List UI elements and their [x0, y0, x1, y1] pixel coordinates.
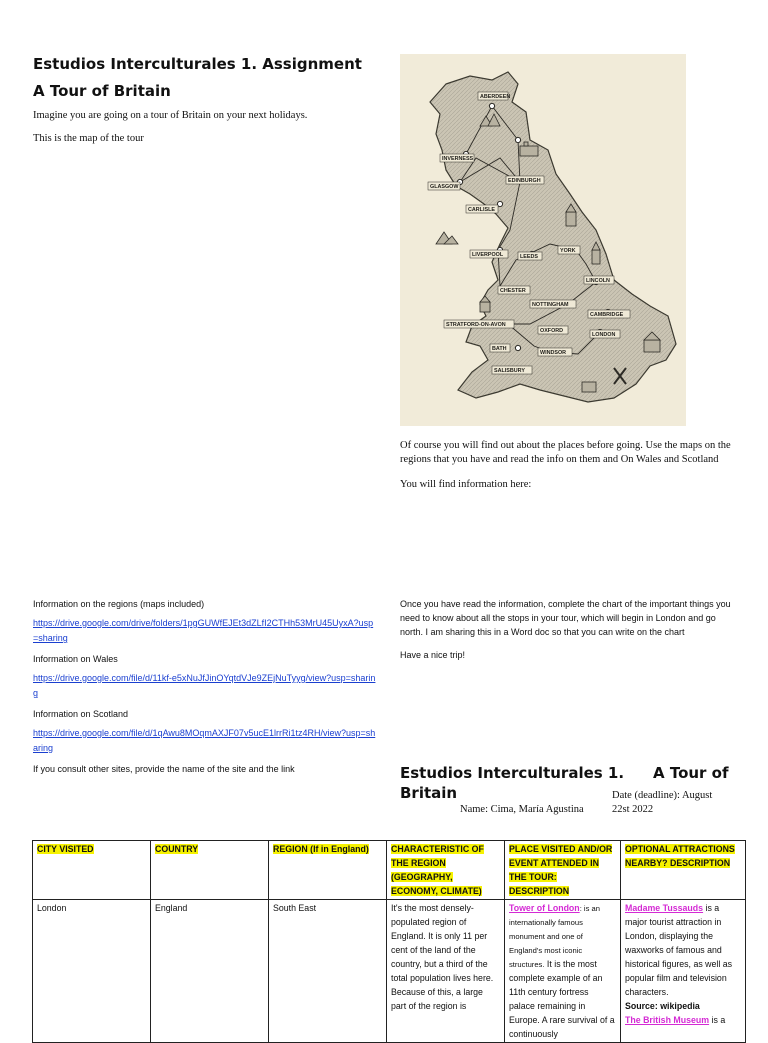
table-header-row — [33, 841, 746, 900]
cell-optional-attractions[interactable] — [621, 900, 746, 1043]
map-label-edinburgh: EDINBURGH — [508, 178, 541, 184]
british-museum-link[interactable]: The British Museum — [625, 1015, 710, 1025]
table-row — [33, 900, 746, 1043]
map-label-windsor: WINDSOR — [540, 350, 567, 356]
chart-instructions-paragraph: Once you have read the information, complete the chart of the important things you need to know about all the stops in your tour, which will begin in London and go north. I am sharing this in a Word doc so that you can write on the chart — [400, 599, 731, 637]
header-characteristic: CHARACTERISTIC OF THE REGION (GEOGRAPHY, ECONOMY, CLIMATE) — [387, 841, 505, 900]
worksheet-title: Estudios Interculturales 1. — [400, 764, 625, 782]
assignment-title: Estudios Interculturales 1. Assignment — [33, 55, 362, 73]
chart-instructions — [400, 597, 738, 662]
student-name: Name: Cima, María Agustina — [460, 804, 584, 815]
map-label-bath: BATH — [492, 346, 507, 352]
worksheet-header — [400, 764, 740, 815]
place-small-text: : is an internationally famous monument and one of England's most iconic structures. — [509, 904, 600, 969]
map-label-london: LONDON — [592, 332, 616, 338]
cell-characteristic[interactable] — [387, 900, 505, 1043]
scotland-info-link[interactable]: https://drive.google.com/file/d/1qAwu8MOqmAXJF07v5ucE1lrrRi1tz4RH/view?usp=sharing — [33, 728, 376, 753]
place-text: It is the most complete example of an 11th century fortress palace remaining in Europe. A rare survival of a continuously — [509, 959, 615, 1039]
assignment-subtitle: A Tour of Britain — [33, 82, 171, 100]
britain-map-illustration — [400, 54, 686, 426]
map-label-lincoln: LINCOLN — [586, 278, 610, 284]
worksheet-title-tour: A Tour of — [653, 764, 729, 782]
map-label-inverness: INVERNESS — [442, 156, 474, 162]
source-note: Source: wikipedia — [625, 1001, 700, 1011]
optional-text-2: is a — [709, 1015, 726, 1025]
map-label-oxford: OXFORD — [540, 328, 564, 334]
header-optional-attractions: OPTIONAL ATTRACTIONS NEARBY? DESCRIPTION — [621, 841, 746, 900]
characteristic-text: It's the most densely-populated region of England. It is only 11 per cent of the land of the country, but a third of the total population lives here. — [391, 903, 494, 983]
scotland-info-label: Information on Scotland — [33, 709, 129, 719]
header-country: COUNTRY — [151, 841, 269, 900]
map-label-glasgow: GLASGOW — [430, 184, 459, 190]
cell-city[interactable]: London — [33, 900, 151, 1043]
header-region: REGION (If in England) — [269, 841, 387, 900]
regions-info-link[interactable]: https://drive.google.com/drive/folders/1pgGUWfEJEt3dZLfI2CTHh53MrU45UyxA?usp=sharing — [33, 618, 374, 643]
madame-tussauds-link[interactable]: Madame Tussauds — [625, 903, 704, 913]
map-label-aberdeen: ABERDEEN — [480, 94, 511, 100]
wales-info-link[interactable]: https://drive.google.com/file/d/11kf-e5xNuJfJinOYqtdVJe9ZEjNuTyyg/view?usp=sharing — [33, 673, 376, 698]
map-label-carlisle: CARLISLE — [468, 207, 495, 213]
characteristic-text-2: Because of this, a large part of the region is — [391, 987, 483, 1011]
header-place-visited: PLACE VISITED AND/OR EVENT ATTENDED IN THE TOUR: DESCRIPTION — [505, 841, 621, 900]
map-label-liverpool: LIVERPOOL — [472, 252, 504, 258]
map-label-chester: CHESTER — [500, 288, 526, 294]
cell-place-visited[interactable] — [505, 900, 621, 1043]
map-label-nottingham: NOTTINGHAM — [532, 302, 569, 308]
instructions-paragraph: Of course you will find out about the places before going. Use the maps on the regions that you have and read the info on them and On Wales and Scotland — [400, 440, 731, 465]
regions-info-label: Information on the regions (maps included) — [33, 599, 205, 609]
right-intro — [400, 439, 736, 492]
header-city: CITY VISITED — [33, 841, 151, 900]
britain-tour-map — [400, 54, 686, 426]
cell-country[interactable]: England — [151, 900, 269, 1043]
optional-text-1: is a major tourist attraction in London, displaying the waxworks of famous and historical figures, as well as popular film and television characters. — [625, 903, 733, 997]
cell-region[interactable]: South East — [269, 900, 387, 1043]
left-intro — [33, 55, 383, 146]
worksheet-title-britain: Britain — [400, 784, 458, 802]
tower-of-london-link[interactable]: Tower of London — [509, 903, 580, 913]
intro-paragraph-2: This is the map of the tour — [33, 133, 144, 144]
map-label-cambridge: CAMBRIDGE — [590, 312, 624, 318]
map-label-stratford: STRATFORD-ON-AVON — [446, 322, 506, 328]
nice-trip-note: Have a nice trip! — [400, 650, 466, 660]
tour-chart-table — [32, 840, 746, 1043]
other-sites-note: If you consult other sites, provide the name of the site and the link — [33, 764, 295, 774]
wales-info-label: Information on Wales — [33, 654, 118, 664]
intro-paragraph-1: Imagine you are going on a tour of Britain on your next holidays. — [33, 110, 308, 121]
deadline-date: Date (deadline): August 22st 2022 — [612, 790, 713, 815]
map-label-york: YORK — [560, 248, 576, 254]
map-label-salisbury: SALISBURY — [494, 368, 525, 374]
map-label-leeds: LEEDS — [520, 254, 538, 260]
info-here-paragraph: You will find information here: — [400, 479, 532, 490]
links-section — [33, 597, 378, 776]
